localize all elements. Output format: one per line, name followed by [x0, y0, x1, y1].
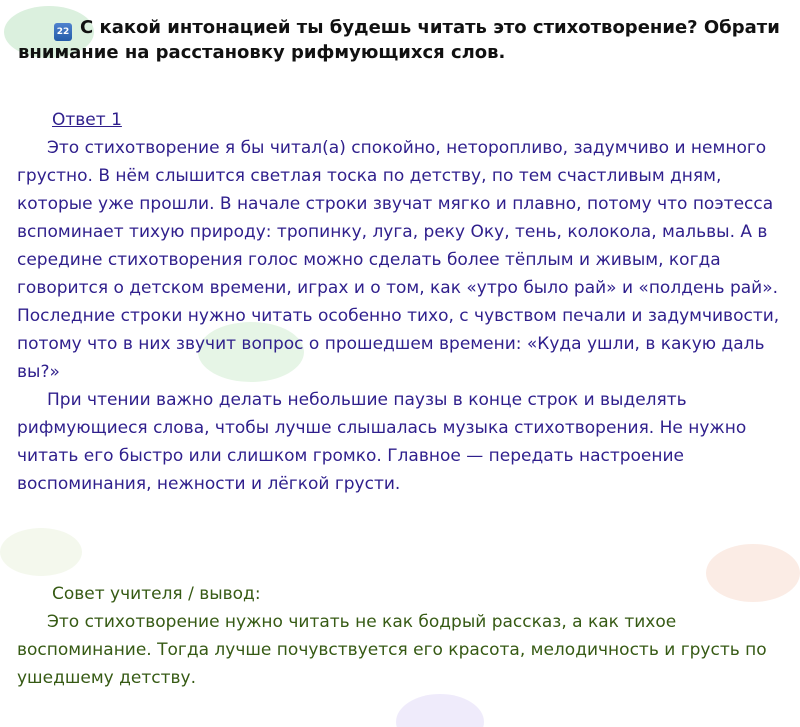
answer-block: [17, 106, 787, 498]
question-block: [18, 16, 788, 65]
question-text: С какой интонацией ты будешь читать это стихотворение? Обрати внимание на расстановку рифмующихся слов.: [18, 17, 780, 63]
watermark-cloud: [396, 694, 484, 727]
answer-paragraph: При чтении важно делать небольшие паузы в конце строк и выделять рифмующиеся слова, чтобы лучше слышалась музыка стихотворения. Не нужно читать его быстро или слишком громко. Главное — передать настроение воспоминания, нежности и лёгкой грусти.: [17, 390, 747, 494]
answer-heading: Ответ 1: [52, 110, 122, 130]
question-icon: 22: [54, 23, 72, 41]
teacher-heading: Совет учителя / вывод:: [52, 584, 261, 604]
teacher-paragraph: Это стихотворение нужно читать не как бодрый рассказ, а как тихое воспоминание. Тогда лучше почувствуется его красота, мелодичность и грусть по ушедшему детству.: [17, 612, 767, 688]
teacher-block: [17, 580, 787, 692]
watermark-cloud: [0, 528, 82, 576]
answer-paragraph: Это стихотворение я бы читал(а) спокойно, неторопливо, задумчиво и немного грустно. В нём слышится светлая тоска по детству, по тем счастливым дням, которые уже прошли. В начале строки звучат мягко и плавно, потому что поэтесса вспоминает тихую природу: тропинку, луга, реку Оку, тень, колокола, мальвы. А в середине стихотворения голос можно сделать более тёплым и живым, когда говорится о детском времени, играх и о том, как «утро было рай» и «полдень рай». Последние строки нужно читать особенно тихо, с чувством печали и задумчивости, потому что в них звучит вопрос о прошедшем времени: «Куда ушли, в какую даль вы?»: [17, 138, 780, 382]
